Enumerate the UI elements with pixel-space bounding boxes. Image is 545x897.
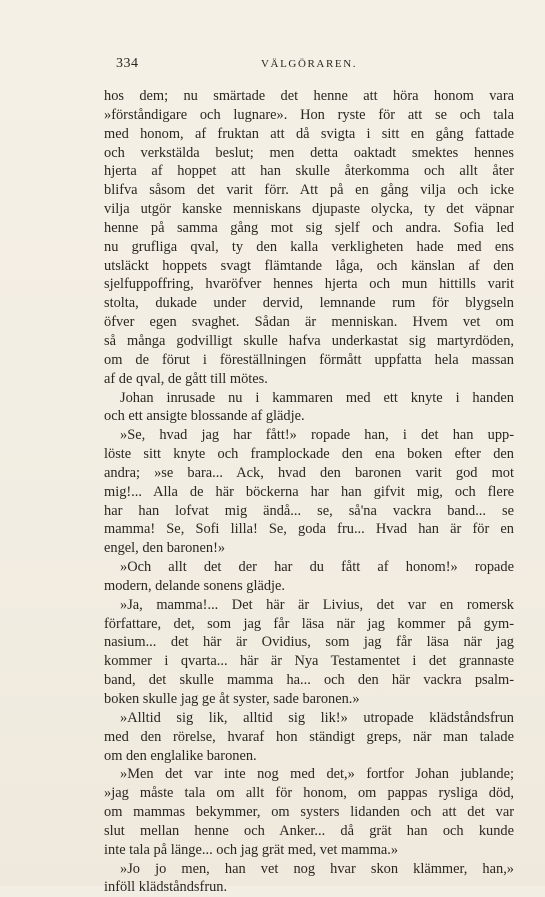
page-number: 334 <box>116 56 139 71</box>
text-line: »Men det var inte nog med det,» fortfor Johan jublande; <box>120 766 514 783</box>
text-line: om den englalike baronen. <box>104 747 257 764</box>
text-line: mig!... Alla de här böckerna har han gifvit mig, och flere <box>104 483 514 500</box>
text-line: henne på samma gång mot sig sjelf och andra. Sofia led <box>104 219 514 236</box>
text-line: hos dem; nu smärtade det henne att höra honom vara <box>104 88 514 104</box>
text-line: och verkstälda beslut; men detta oaktadt smektes hennes <box>104 144 514 161</box>
text-line: nasium... det här är Ovidius, som jag får läsa när jag <box>104 634 514 651</box>
text-line: »Och allt det der har du fått af honom!» ropade <box>120 559 514 576</box>
text-line: »Ja, mamma!... Det här är Livius, det var en romersk <box>120 596 514 613</box>
text-line: om de förut i föreställningen förmått uppfatta hela massan <box>104 351 514 368</box>
text-line: hjerta af hoppet att han skulle återkomma och allt åter <box>104 163 514 180</box>
text-line: »Alltid sig lik, alltid sig lik!» utropade klädståndsfrun <box>120 709 514 726</box>
text-line: Johan inrusade nu i kammaren med ett knyte i handen <box>120 389 514 406</box>
text-line: vilja utgör kanske menniskans djupaste olycka, ty det väpnar <box>104 201 514 218</box>
text-line: utsläckt hoppets svagt flämtande låga, och känslan af den <box>104 257 514 274</box>
text-line: så många godvilligt skulle hafva underkastat sig martyrdöden, <box>104 332 514 349</box>
text-line: om mammas bekymmer, om systers lidanden och att det var <box>104 804 514 821</box>
text-line: sjelfuppoffring, hvaröfver hennes hjerta och mun hittills varit <box>104 276 514 293</box>
text-line: slut mellan henne och Anker... då grät han och kunde <box>104 822 514 839</box>
text-line: boken skulle jag ge åt syster, sade baronen.» <box>104 691 360 707</box>
text-line: löste sitt knyte och framplockade den ena boken efter den <box>104 446 514 463</box>
text-line: andra; »se bara... Ack, hvad den baronen varit god mot <box>104 464 514 481</box>
text-line: inföll klädståndsfrun. <box>104 879 228 896</box>
text-line: mamma! Se, Sofi lilla! Se, goda fru... Hvad han är för en <box>104 521 514 538</box>
text-line: nu grufliga qval, ty den kalla verkligheten hade med ens <box>104 238 514 255</box>
text-line: kommer i qvarta... här är Nya Testamentet i det grannaste <box>104 653 514 670</box>
text-line: engel, den baronen!» <box>104 540 226 557</box>
text-line: »Se, hvad jag har fått!» ropade han, i det han upp- <box>120 427 514 444</box>
text-line: har han lofvat mig ändå... se, så'na vackra band... se <box>104 502 514 519</box>
text-line: af de qval, de gått till mötes. <box>104 370 268 387</box>
text-line: blifva såsom det varit förr. Att på en gång vilja och icke <box>104 182 514 199</box>
text-line: »jag måste tala om allt för honom, om pappas rysliga död, <box>104 785 514 802</box>
body-text <box>104 87 514 897</box>
running-title: VÄLGÖRAREN. <box>261 58 358 70</box>
text-line: »Jo jo men, han vet nog hvar skon klämmer, han,» <box>120 860 514 877</box>
text-line: band, det skulle mamma ha... och den här vackra psalm- <box>104 672 514 689</box>
page-header <box>104 56 514 76</box>
text-line: författare, det, som jag får läsa när jag kommer på gym- <box>104 615 514 632</box>
text-line: »förståndigare och lugnare». Hon ryste för att se och tala <box>104 106 514 123</box>
text-line: stolta, dukade under dervid, lemnande rum för blygseln <box>104 295 514 312</box>
text-line: öfver egen svaghet. Sådan är menniskan. Hvem vet om <box>104 314 514 331</box>
text-line: med honom, af fruktan att då svigta i sitt en gång fattade <box>104 125 514 142</box>
text-line: inte tala på länge... och jag grät med, vet mamma.» <box>104 841 399 858</box>
text-line: och ett ansigte blossande af glädje. <box>104 408 305 425</box>
text-line: med den rörelse, hvaraf hon ständigt greps, när man talade <box>104 728 514 745</box>
text-line: modern, delande sonens glädje. <box>104 577 286 594</box>
